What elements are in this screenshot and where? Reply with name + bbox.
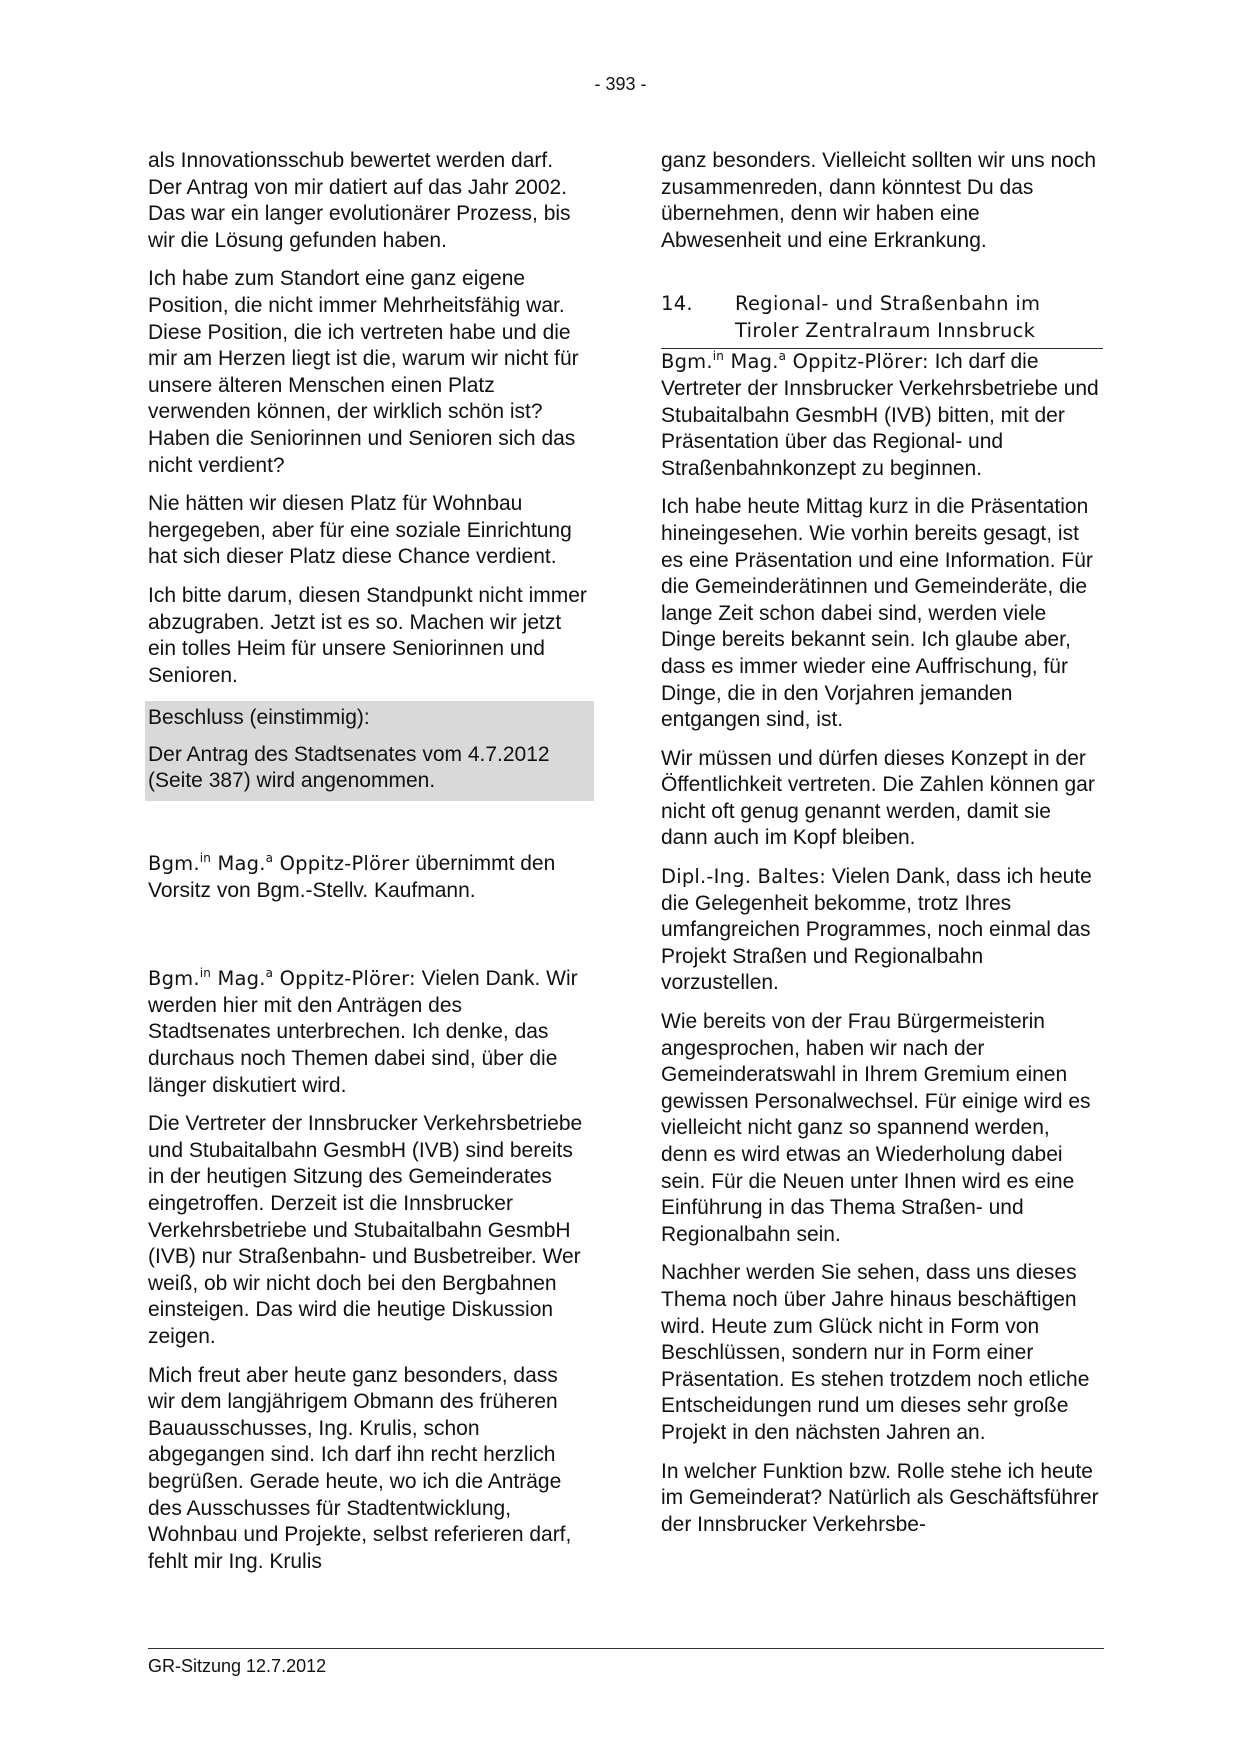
paragraph: Ich bitte darum, diesen Standpunkt nicht immer abzugraben. Jetzt ist es so. Machen wir jetzt ein tolles Heim für unsere Seniorinnen und Senioren.: [148, 583, 587, 687]
decision-title: Beschluss (einstimmig):: [148, 706, 370, 730]
paragraph: ganz besonders. Vielleicht sollten wir uns noch zusammenreden, dann könntest Du das übernehmen, denn wir haben eine Abwesenheit und eine Erkrankung.: [661, 149, 1097, 252]
speaker-name: Dipl.-Ing. Baltes:: [661, 865, 827, 889]
paragraph: In welcher Funktion bzw. Rolle stehe ich heute im Gemeinderat? Natürlich als Geschäftsführer der Innsbrucker Verkehrsbe-: [661, 1459, 1099, 1536]
paragraph: Ich habe zum Standort eine ganz eigene Position, die nicht immer Mehrheitsfähig war. Diese Position, die ich vertreten habe und die mir am Herzen liegt ist die, warum wir nicht für unsere älteren Menschen einen Platz verwenden können, der wirklich schön ist? Haben die Seniorinnen und Senioren sich das nicht verdient?: [148, 267, 579, 477]
left-column: [148, 148, 588, 1587]
decision-text: Der Antrag des Stadtsenates vom 4.7.2012 (Seite 387) wird angenommen.: [148, 742, 550, 793]
right-column: [661, 148, 1101, 1550]
agenda-title: Regional- und Straßenbahn im Tiroler Zentralraum Innsbruck: [735, 292, 1041, 343]
speech-paragraph: Bgm.$^{in}$ Mag.$^a$ Oppitz-Plörer: Vielen Dank. Wir werden hier mit den Anträgen des Stadtsenates unterbrechen. Ich denke, das durchaus noch Themen dabei sind, über die länger diskutiert wird.: [148, 966, 578, 1097]
footer-divider: [148, 1648, 1104, 1649]
decision-box: [145, 701, 594, 801]
agenda-number: 14.: [661, 292, 693, 316]
paragraph: Nie hätten wir diesen Platz für Wohnbau hergegeben, aber für eine soziale Einrichtung hat sich dieser Platz diese Chance verdient.: [148, 492, 572, 569]
speech-paragraph: Dipl.-Ing. Baltes: Vielen Dank, dass ich heute die Gelegenheit bekomme, trotz Ihres umfangreichen Programmes, noch einmal das Projekt Straßen und Regionalbahn vorzustellen.: [661, 865, 1092, 995]
paragraph: Mich freut aber heute ganz besonders, dass wir dem langjährigem Obmann des früheren Bauausschusses, Ing. Krulis, schon abgegangen sind. Ich darf ihn recht herzlich begrüßen. Gerade heute, wo ich die Anträge des Ausschusses für Stadtentwicklung, Wohnbau und Projekte, selbst referieren darf, fehlt mir Ing. Krulis: [148, 1363, 572, 1573]
paragraph: als Innovationsschub bewertet werden darf. Der Antrag von mir datiert auf das Jahr 2002. Das war ein langer evolutionärer Prozess, bis wir die Lösung gefunden haben.: [148, 149, 571, 252]
paragraph: Wie bereits von der Frau Bürgermeisterin angesprochen, haben wir nach der Gemeinderatswahl in Ihrem Gremium einen gewissen Personalwechsel. Für einige wird es vielleicht nicht ganz so spannend werden, denn es wird etwas an Wiederholung dabei sein. Für die Neuen unter Ihnen wird es eine Einführung in das Thema Straßen- und Regionalbahn sein.: [661, 1010, 1091, 1246]
page-number: - 393 -: [594, 74, 647, 94]
speaker-name: Bgm.$^{in}$ Mag.$^a$ Oppitz-Plörer:: [661, 349, 929, 374]
paragraph: Die Vertreter der Innsbrucker Verkehrsbetriebe und Stubaitalbahn GesmbH (IVB) sind bereits in der heutigen Sitzung des Gemeinderates eingetroffen. Derzeit ist die Innsbrucker Verkehrsbetriebe und Stubaitalbahn GesmbH (IVB) nur Straßenbahn- und Busbetreiber. Wer weiß, ob wir nicht doch bei den Bergbahnen einsteigen. Das wird die heutige Diskussion zeigen.: [148, 1112, 583, 1348]
speaker-name: Bgm.$^{in}$ Mag.$^a$ Oppitz-Plörer:: [148, 966, 416, 991]
paragraph: Nachher werden Sie sehen, dass uns dieses Thema noch über Jahre hinaus beschäftigen wird. Heute zum Glück nicht in Form von Beschlüssen, sondern nur in Form einer Präsentation. Es stehen trotzdem noch etliche Entscheidungen rund um dieses sehr große Projekt in den nächsten Jahren an.: [661, 1261, 1090, 1444]
paragraph: Ich habe heute Mittag kurz in die Präsentation hineingesehen. Wie vorhin bereits gesagt, ist es eine Präsentation und eine Information. Für die Gemeinderätinnen und Gemeinderäte, die lange Zeit schon dabei sind, werden viele Dinge bereits bekannt sein. Ich glaube aber, dass es immer wieder eine Auffrischung, für Dinge, die in den Vorjahren jemanden entgangen sind, ist.: [661, 495, 1093, 732]
paragraph: Wir müssen und dürfen dieses Konzept in der Öffentlichkeit vertreten. Die Zahlen können gar nicht oft genug genannt werden, damit sie dann auch im Kopf bleiben.: [661, 746, 1095, 850]
agenda-item-heading: [661, 290, 1103, 349]
chair-change-note: Bgm.$^{in}$ Mag.$^a$ Oppitz-Plörer übernimmt den Vorsitz von Bgm.-Stellv. Kaufmann.: [148, 851, 556, 902]
speaker-name: Bgm.$^{in}$ Mag.$^a$ Oppitz-Plörer: [148, 851, 410, 876]
footer-text: GR-Sitzung 12.7.2012: [148, 1656, 327, 1676]
speech-paragraph: Bgm.$^{in}$ Mag.$^a$ Oppitz-Plörer: Ich darf die Vertreter der Innsbrucker Verkehrsbetriebe und Stubaitalbahn GesmbH (IVB) bitten, mit der Präsentation über das Regional- und Straßenbahnkonzept zu beginnen.: [661, 349, 1099, 480]
